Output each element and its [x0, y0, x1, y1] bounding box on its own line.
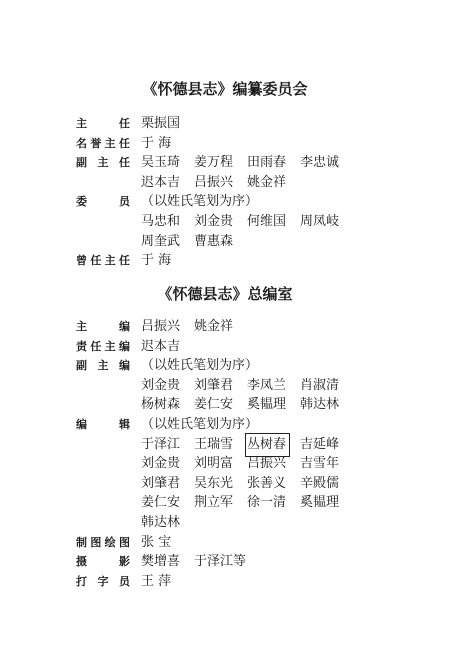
person-name: 奚韫理	[300, 495, 340, 511]
name-list	[141, 435, 353, 455]
person-name: 吕振兴	[141, 319, 181, 334]
person-name: 曹惠森	[194, 233, 234, 249]
name-list	[141, 533, 194, 553]
name-list	[141, 114, 194, 134]
name-list	[141, 337, 194, 357]
person-name: 杨树森	[141, 397, 181, 413]
person-name: 王 萍	[141, 573, 172, 589]
person-name: 丛树春	[247, 435, 288, 455]
name-list	[141, 251, 194, 271]
name-list	[141, 173, 300, 193]
person-name: 吴东光	[194, 475, 234, 491]
name-list	[141, 153, 353, 173]
name-list	[141, 513, 194, 533]
name-list	[141, 415, 258, 435]
person-name: 迟本吉	[141, 174, 181, 190]
person-name: 姜仁安	[141, 495, 181, 511]
person-name: 奚韫理	[247, 397, 287, 413]
name-list	[141, 356, 258, 376]
person-name: 徐一清	[247, 495, 287, 511]
person-name: 张善义	[247, 475, 287, 491]
person-name: 于泽江等	[194, 554, 247, 570]
role-label: 主 任	[76, 117, 130, 130]
role-label: 主 编	[76, 320, 130, 333]
person-name: 姜仁安	[194, 397, 234, 413]
name-list	[141, 232, 247, 252]
person-name: 周奎武	[141, 233, 181, 249]
person-name: 姚金祥	[247, 174, 287, 190]
person-name: 吴玉琦	[141, 155, 181, 171]
person-name: 李凤兰	[247, 377, 287, 393]
person-name: 刘明富	[194, 456, 234, 472]
role-label: 曾 任 主 任	[76, 254, 130, 268]
ordering-note: （以姓氏笔划为序）	[141, 417, 259, 432]
person-name: 辛殿儒	[300, 475, 340, 491]
person-name: 刘肇君	[194, 377, 234, 393]
person-name: 田雨春	[247, 155, 287, 171]
name-list	[141, 474, 353, 494]
person-name: 吉延峰	[300, 436, 340, 452]
name-list	[141, 376, 353, 396]
person-name: 吕振兴	[247, 456, 287, 472]
name-list	[141, 572, 194, 592]
person-name: 王瑞雪	[194, 436, 234, 452]
person-name: 肖淑清	[300, 377, 340, 393]
ordering-note: （以姓氏笔划为序）	[141, 358, 259, 374]
person-name: 刘金贵	[141, 456, 181, 472]
person-name: 何维国	[247, 214, 287, 229]
role-label: 副 主 编	[76, 359, 130, 373]
role-label: 委 员	[76, 195, 130, 209]
office-title: 《怀德县志》总编室	[157, 285, 293, 303]
name-list	[141, 493, 353, 513]
person-name: 于 海	[141, 135, 172, 151]
name-list	[141, 192, 258, 212]
person-name: 迟本吉	[141, 338, 181, 354]
name-list	[141, 317, 247, 337]
person-name: 栗振国	[141, 116, 181, 131]
role-label: 副 主 任	[76, 156, 130, 170]
person-name: 于 海	[141, 253, 172, 269]
role-label: 制 图 绘 图	[76, 535, 130, 549]
name-list	[141, 212, 353, 232]
person-name: 刘金贵	[141, 377, 181, 393]
role-label: 编 辑	[76, 418, 130, 431]
person-name: 樊增喜	[141, 554, 181, 570]
role-label: 打 字 员	[76, 574, 130, 588]
committee-title: 《怀德县志》编纂委员会	[142, 80, 308, 98]
person-name: 周凤岐	[300, 214, 340, 229]
person-name: 吉雪年	[300, 456, 340, 472]
name-list	[141, 395, 353, 415]
person-name: 韩达林	[141, 515, 181, 530]
person-name: 于泽江	[141, 436, 181, 452]
name-list	[141, 454, 353, 474]
role-label: 名 誉 主 任	[76, 136, 130, 150]
person-name: 荆立军	[194, 495, 234, 511]
person-name: 姚金祥	[194, 319, 234, 334]
person-name: 姜万程	[194, 155, 234, 171]
person-name: 张 宝	[141, 534, 172, 550]
name-list	[141, 552, 247, 572]
person-name: 韩达林	[300, 397, 340, 413]
role-label: 摄 影	[76, 555, 130, 569]
ordering-note: （以姓氏笔划为序）	[141, 194, 259, 210]
person-name: 刘金贵	[194, 214, 234, 229]
person-name: 李忠诚	[300, 155, 340, 171]
role-label: 责 任 主 编	[76, 339, 130, 353]
person-name: 刘肇君	[141, 475, 181, 491]
name-list	[141, 134, 194, 154]
person-name: 吕振兴	[194, 174, 234, 190]
person-name: 马忠和	[141, 214, 181, 229]
